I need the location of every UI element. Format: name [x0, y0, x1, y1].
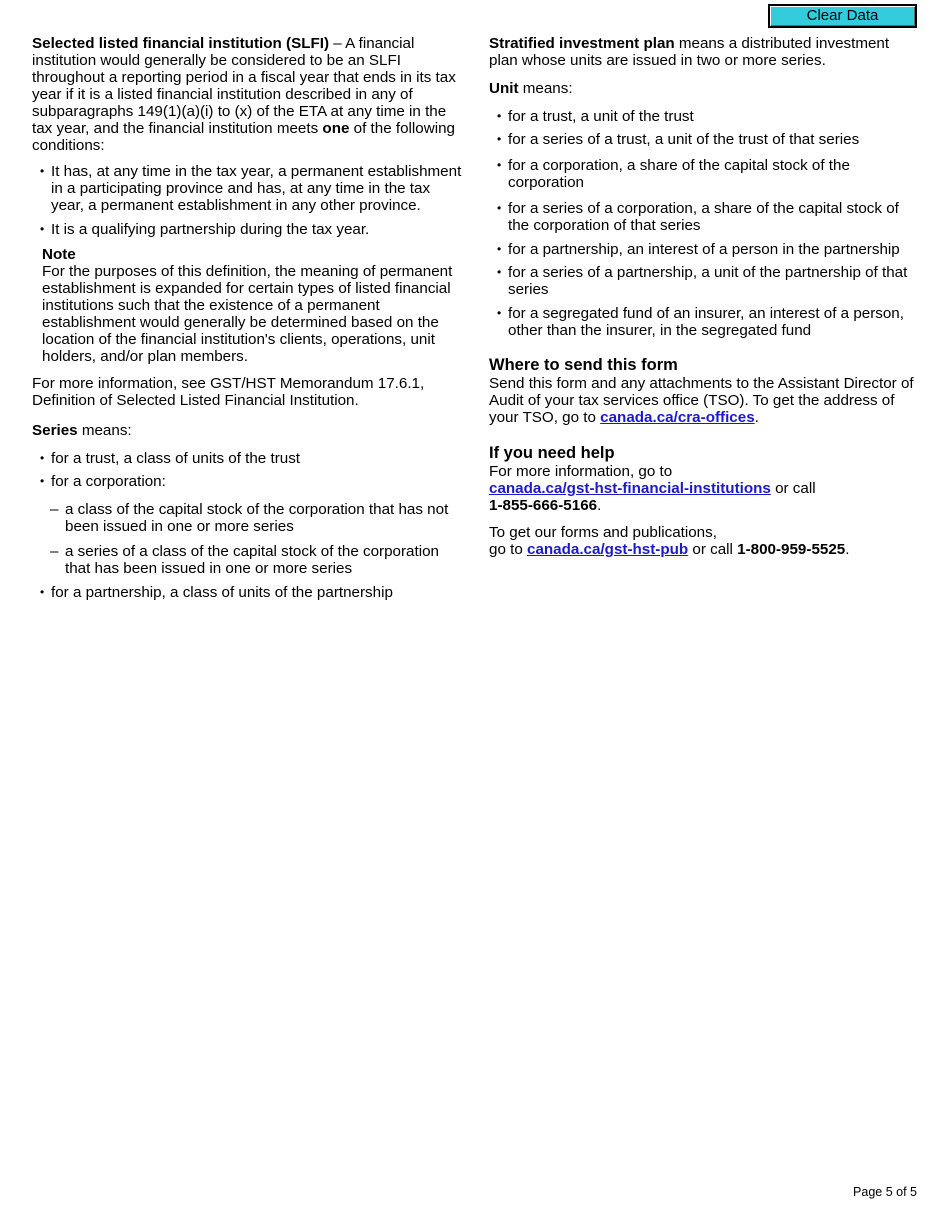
cra-offices-link[interactable]: canada.ca/cra-offices: [600, 409, 755, 426]
sip-definition: [489, 35, 921, 69]
list-item: • It is a qualifying partnership during the tax year.: [32, 221, 464, 238]
series-list-end: [32, 584, 464, 601]
page-number: Page 5 of 5: [853, 1185, 917, 1199]
where-text: Send this form and any attachments to the Assistant Director of Audit of your tax services office (TSO). To get the address of your TSO, go to: [489, 375, 914, 426]
where-to-send-heading: Where to send this form: [489, 356, 678, 374]
help-phone-2: 1-800-959-5525: [737, 541, 846, 558]
slfi-term: Selected listed financial institution (SLFI): [32, 35, 330, 52]
slfi-def-part2: of the following conditions:: [32, 120, 455, 154]
list-item: • for a partnership, a class of units of the partnership: [32, 584, 464, 601]
corporation-sublist: [32, 501, 464, 577]
list-item: • for a series of a trust, a unit of the trust of that series: [489, 131, 921, 148]
series-means: means:: [77, 422, 132, 439]
clear-data-button[interactable]: Clear Data: [768, 4, 917, 28]
list-item: • for a corporation, a share of the capital stock of the corporation: [489, 157, 921, 191]
help-goto: go to: [489, 541, 527, 558]
help-or-call-1: or call: [770, 480, 816, 497]
list-item: • for a series of a corporation, a share of the capital stock of the corporation of that series: [489, 200, 921, 234]
help-end-2: .: [845, 541, 850, 558]
unit-list: [489, 108, 921, 339]
conditions-list: [32, 163, 464, 238]
slfi-def-part1: – A financial institution would generally be considered to be an SLFI throughout a reporting period in a fiscal year that ends in its tax year if it is a listed financial institution described in any of subparagraphs 149(1)(a)(i) to (x) of the ETA at any time in the tax year, and the financial institution meets: [32, 35, 456, 137]
note-block: [42, 246, 464, 365]
right-column: [489, 35, 921, 558]
slfi-def-one: one: [322, 120, 350, 137]
list-item: • for a segregated fund of an insurer, an interest of a person, other than the insurer, in the segregated fund: [489, 305, 921, 339]
where-to-send-text: [489, 375, 921, 426]
list-item: • for a partnership, an interest of a person in the partnership: [489, 241, 921, 258]
unit-definition: [489, 80, 921, 97]
series-list: [32, 450, 464, 490]
list-item: • It has, at any time in the tax year, a permanent establishment in a participating province and has, at any time in the tax year, a permanent establishment in any other province.: [32, 163, 464, 214]
note-text: For the purposes of this definition, the meaning of permanent establishment is expanded for certain types of listed financial institutions such that the existence of a permanent establishment would generally be determined based on the location of the financial institution's clients, operations, unit holders, and/or plan members.: [42, 263, 453, 365]
list-item: • for a corporation:: [32, 473, 464, 490]
sip-def: means a distributed investment plan whose units are issued in two or more series.: [489, 35, 890, 69]
help-or-call-2: or call: [688, 541, 738, 558]
sip-term: Stratified investment plan: [489, 35, 675, 52]
financial-institutions-link[interactable]: canada.ca/gst-hst-financial-institutions: [489, 480, 771, 497]
slfi-definition: [32, 35, 464, 154]
series-term: Series: [32, 422, 78, 439]
memo-reference: For more information, see GST/HST Memorandum 17.6.1, Definition of Selected Listed Financial Institution.: [32, 375, 425, 409]
list-item: • for a trust, a class of units of the trust: [32, 450, 464, 467]
where-end: .: [754, 409, 759, 426]
help-text-2: [489, 524, 921, 558]
list-item: – a series of a class of the capital stock of the corporation that has been issued in one or more series: [32, 543, 464, 577]
help-end-1: .: [597, 497, 602, 514]
help-forms-text: To get our forms and publications,: [489, 524, 717, 541]
unit-term: Unit: [489, 80, 519, 97]
list-item: – a class of the capital stock of the corporation that has not been issued in one or more series: [32, 501, 464, 535]
help-heading: If you need help: [489, 444, 615, 462]
list-item: • for a series of a partnership, a unit of the partnership of that series: [489, 264, 921, 298]
list-item: • for a trust, a unit of the trust: [489, 108, 921, 125]
help-phone-1: 1-855-666-5166: [489, 497, 598, 514]
left-column: [32, 35, 464, 601]
help-text-1: [489, 463, 921, 514]
help-intro: For more information, go to: [489, 463, 673, 480]
gst-hst-pub-link[interactable]: canada.ca/gst-hst-pub: [527, 541, 689, 558]
note-title: Note: [42, 246, 76, 263]
unit-means: means:: [518, 80, 573, 97]
series-definition: [32, 422, 464, 439]
